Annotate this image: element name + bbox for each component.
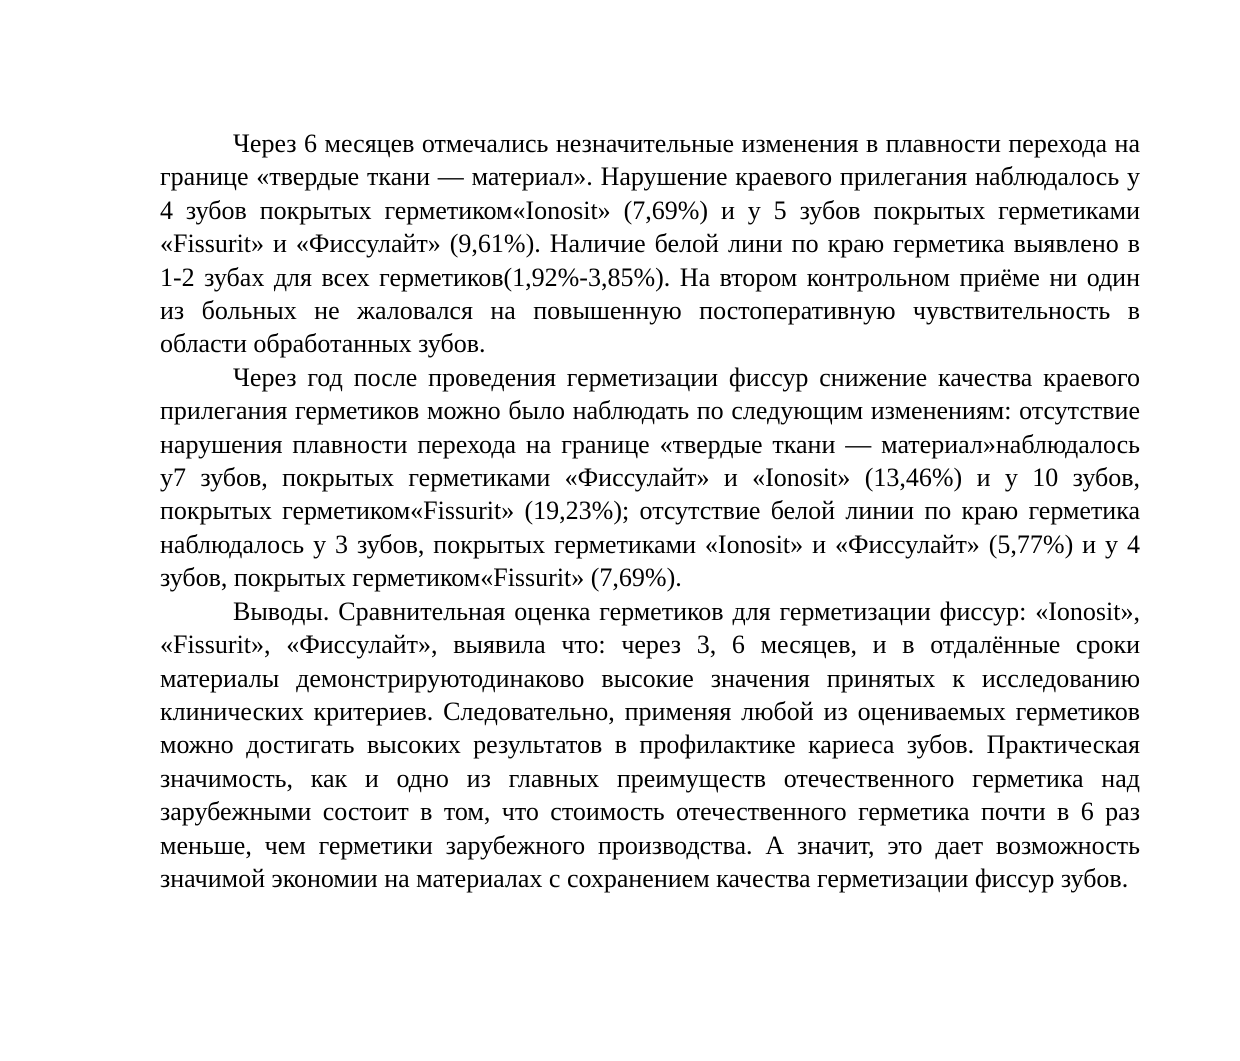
body-text	[160, 127, 1140, 895]
paragraph-conclusions: Выводы. Сравнительная оценка герметиков для герметизации фиссур: «Ionosit», «Fissurit», «Фиссулайт», выявила что: через 3, 6 месяцев, и в отдалённые сроки материалы демонстрируютодинаково высокие значения принятых к исследованию клинических критериев. Следовательно, применяя любой из оцениваемых герметиков можно достигать высоких результатов в профилактике кариеса зубов. Практическая значимость, как и одно из главных преимуществ отечественного герметика над зарубежными состоит в том, что стоимость отечественного герметика почти в 6 раз меньше, чем герметики зарубежного производства. А значит, это дает возможность значимой экономии на материалах с сохранением качества герметизации фиссур зубов.	[160, 596, 1140, 893]
paragraph-6-month-results: Через 6 месяцев отмечались незначительные изменения в плавности перехода на границе «твердые ткани — материал». Нарушение краевого прилегания наблюдалось у 4 зубов покрытых герметиком«Ionosit» (7,69%) и у 5 зубов покрытых герметиками «Fissurit» и «Фиссулайт» (9,61%). Наличие белой лини по краю герметика выявлено в 1-2 зубах для всех герметиков(1,92%-3,85%). На втором контрольном приёме ни один из больных не жаловался на повышенную постоперативную чувствительность в области обработанных зубов.	[160, 129, 1140, 359]
paragraph-1-year-results: Через год после проведения герметизации фиссур снижение качества краевого прилегания герметиков можно было наблюдать по следующим изменениям: отсутствие нарушения плавности перехода на границе «твердые ткани — материал»наблюдалось у7 зубов, покрытых герметиками «Фиссулайт» и «Ionosit» (13,46%) и у 10 зубов, покрытых герметиком«Fissurit» (19,23%); отсутствие белой линии по краю герметика наблюдалось у 3 зубов, покрытых герметиками «Ionosit» и «Фиссулайт» (5,77%) и у 4 зубов, покрытых герметиком«Fissurit» (7,69%).	[160, 362, 1140, 593]
